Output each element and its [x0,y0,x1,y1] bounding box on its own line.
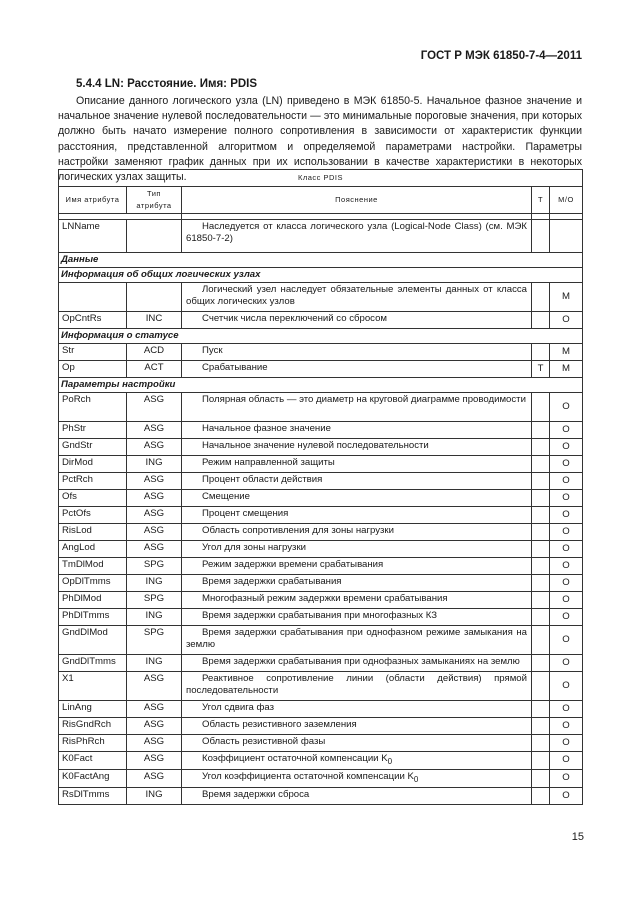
cell-type: ACT [127,361,182,378]
section-title: 5.4.4 LN: Расстояние. Имя: PDIS [76,78,258,90]
cell-mo: O [550,718,583,735]
cell-name: TmDlMod [59,558,127,575]
table-row [59,439,583,456]
cell-explanation-text: Коэффициент остаточной компенсации K [202,753,388,764]
cell-name: RisLod [59,524,127,541]
cell-type: ASG [127,769,182,787]
cell-mo: O [550,558,583,575]
cell-type: ASG [127,672,182,701]
cell-explanation: Режим задержки времени срабатывания [182,558,532,575]
table-row [59,393,583,422]
table-row [59,718,583,735]
cell-explanation: Пуск [182,344,532,361]
cell-name: OpDlTmms [59,575,127,592]
cell-mo: O [550,735,583,752]
intro-paragraph: Описание данного логического узла (LN) приведено в МЭК 61850-5. Начальное фазное значение и начальное значение нулевой последовательности — это минимальные пороговые значения, при которых должно быть начато измерение полного сопротивления в зависимости от характеристик функции расстояния, представленной алгоритмом и определяемой параметрами настройки. Параметры настройки заменяют график данных при их использовании в качестве характеристики в некоторых логических узлах защиты. [58,95,582,184]
cell-mo: M [550,361,583,378]
cell-t [532,344,550,361]
cell-t [532,655,550,672]
cell-t [532,283,550,312]
table-row [59,220,583,253]
class-title: Класс PDIS [59,170,583,187]
col-header-t: T [532,187,550,214]
cell-explanation: Время задержки сброса [182,787,532,804]
cell-mo: O [550,393,583,422]
cell-t [532,507,550,524]
cell-name: GndDlTmms [59,655,127,672]
cell-name: K0Fact [59,752,127,770]
table-row [59,672,583,701]
cell-explanation: Полярная область — это диаметр на круговой диаграмме проводимости [182,393,532,422]
cell-explanation: Наследуется от класса логического узла (Logical-Node Class) (см. МЭК 61850-7-2) [182,220,532,253]
table-row [59,283,583,312]
cell-name: AngLod [59,541,127,558]
cell-explanation: Срабатывание [182,361,532,378]
cell-type: ING [127,609,182,626]
cell-explanation: Угол сдвига фаз [182,701,532,718]
cell-t [532,701,550,718]
cell-explanation-text: Угол коэффициента остаточной компенсации K [202,770,414,782]
cell-type: ASG [127,422,182,439]
cell-name: PctOfs [59,507,127,524]
cell-type: ASG [127,735,182,752]
cell-t [532,626,550,655]
cell-t [532,490,550,507]
table-row [59,361,583,378]
cell-explanation: Область сопротивления для зоны нагрузки [182,524,532,541]
table-row [59,769,583,787]
cell-explanation-subscript: 0 [387,756,393,766]
cell-name: GndStr [59,439,127,456]
cell-name: Op [59,361,127,378]
cell-t [532,787,550,804]
cell-type: ING [127,456,182,473]
cell-mo: O [550,672,583,701]
cell-mo: O [550,541,583,558]
cell-name: Str [59,344,127,361]
cell-mo: O [550,524,583,541]
table-row [59,787,583,804]
cell-name: PhStr [59,422,127,439]
cell-explanation: Смещение [182,490,532,507]
cell-type: ASG [127,490,182,507]
table-row [59,735,583,752]
cell-explanation: Счетчик числа переключений со сбросом [182,312,532,329]
cell-t [532,473,550,490]
cell-name: LNName [59,220,127,253]
cell-name: PoRch [59,393,127,422]
cell-type: SPG [127,626,182,655]
cell-explanation: Время задержки срабатывания при однофазных замыканиях на землю [182,655,532,672]
cell-name: PhDlTmms [59,609,127,626]
table-row [59,422,583,439]
cell-type: ACD [127,344,182,361]
cell-mo: O [550,473,583,490]
cell-type: ING [127,655,182,672]
cell-name: GndDlMod [59,626,127,655]
cell-t [532,439,550,456]
cell-t [532,769,550,787]
page-number: 15 [571,831,584,843]
col-header-explanation: Пояснение [182,187,532,214]
pdis-class-table [58,169,583,805]
cell-explanation [182,769,532,787]
cell-type: INC [127,312,182,329]
cell-explanation: Реактивное сопротивление линии (области действия) прямой последовательности [182,672,532,701]
cell-explanation: Время задержки срабатывания [182,575,532,592]
cell-mo: O [550,592,583,609]
cell-explanation: Угол для зоны нагрузки [182,541,532,558]
cell-explanation [182,752,532,770]
cell-name: PhDlMod [59,592,127,609]
cell-type [127,283,182,312]
cell-explanation: Процент области действия [182,473,532,490]
table-row [59,507,583,524]
table-row [59,456,583,473]
cell-type: ASG [127,752,182,770]
cell-t [532,718,550,735]
cell-type: ASG [127,393,182,422]
cell-name: LinAng [59,701,127,718]
table-row [59,541,583,558]
table-row [59,626,583,655]
cell-name: PctRch [59,473,127,490]
table-row [59,655,583,672]
cell-type: SPG [127,592,182,609]
cell-explanation: Время задержки срабатывания при однофазном режиме замыкания на землю [182,626,532,655]
cell-type: ASG [127,507,182,524]
cell-mo: O [550,752,583,770]
cell-t [532,592,550,609]
cell-mo: O [550,439,583,456]
cell-explanation: Область резистивной фазы [182,735,532,752]
cell-name: RisPhRch [59,735,127,752]
cell-t [532,752,550,770]
cell-explanation: Начальное значение нулевой последовательности [182,439,532,456]
cell-type: ASG [127,718,182,735]
group-heading-settings: Параметры настройки [59,378,583,393]
cell-explanation: Область резистивного заземления [182,718,532,735]
cell-name: X1 [59,672,127,701]
cell-type: ING [127,787,182,804]
table-row [59,752,583,770]
cell-t [532,672,550,701]
cell-t [532,558,550,575]
cell-mo: M [550,344,583,361]
cell-t: T [532,361,550,378]
cell-t [532,541,550,558]
table-row [59,701,583,718]
table-row [59,344,583,361]
cell-explanation-subscript: 0 [413,774,419,784]
cell-t [532,312,550,329]
cell-t [532,609,550,626]
cell-mo: O [550,312,583,329]
cell-type: ASG [127,541,182,558]
table-row [59,609,583,626]
cell-mo: O [550,490,583,507]
cell-name: RsDlTmms [59,787,127,804]
cell-mo: O [550,609,583,626]
cell-name: RisGndRch [59,718,127,735]
cell-name: K0FactAng [59,769,127,787]
cell-type: ASG [127,473,182,490]
cell-explanation: Процент смещения [182,507,532,524]
cell-explanation: Многофазный режим задержки времени срабатывания [182,592,532,609]
table-row [59,592,583,609]
cell-type [127,220,182,253]
group-heading-common: Информация об общих логических узлах [59,268,583,283]
cell-t [532,422,550,439]
cell-mo: O [550,456,583,473]
cell-explanation: Режим направленной защиты [182,456,532,473]
cell-type: ASG [127,701,182,718]
cell-explanation: Начальное фазное значение [182,422,532,439]
cell-name: OpCntRs [59,312,127,329]
cell-t [532,524,550,541]
cell-explanation: Логический узел наследует обязательные элементы данных от класса общих логических узлов [182,283,532,312]
col-header-name: Имя атрибута [59,187,127,214]
cell-type: SPG [127,558,182,575]
cell-type: ING [127,575,182,592]
cell-explanation: Время задержки срабатывания при многофазных КЗ [182,609,532,626]
cell-t [532,220,550,253]
cell-t [532,735,550,752]
cell-t [532,575,550,592]
table-row [59,490,583,507]
cell-mo: O [550,769,583,787]
table-row [59,312,583,329]
cell-type: ASG [127,524,182,541]
cell-t [532,393,550,422]
table-row [59,524,583,541]
cell-mo: O [550,787,583,804]
cell-mo: O [550,701,583,718]
cell-mo: O [550,575,583,592]
col-header-mo: М/О [550,187,583,214]
cell-mo: M [550,283,583,312]
cell-mo: O [550,655,583,672]
table-row [59,473,583,490]
cell-mo: O [550,507,583,524]
cell-mo: O [550,422,583,439]
group-heading-status: Информация о статусе [59,329,583,344]
cell-name [59,283,127,312]
cell-name: DirMod [59,456,127,473]
cell-mo [550,220,583,253]
cell-type: ASG [127,439,182,456]
document-header: ГОСТ Р МЭК 61850-7-4—2011 [420,50,582,62]
table-row [59,558,583,575]
table-row [59,575,583,592]
cell-name: Ofs [59,490,127,507]
cell-mo: O [550,626,583,655]
col-header-type: Тип атрибута [127,187,182,214]
group-heading-data: Данные [59,253,583,268]
cell-t [532,456,550,473]
